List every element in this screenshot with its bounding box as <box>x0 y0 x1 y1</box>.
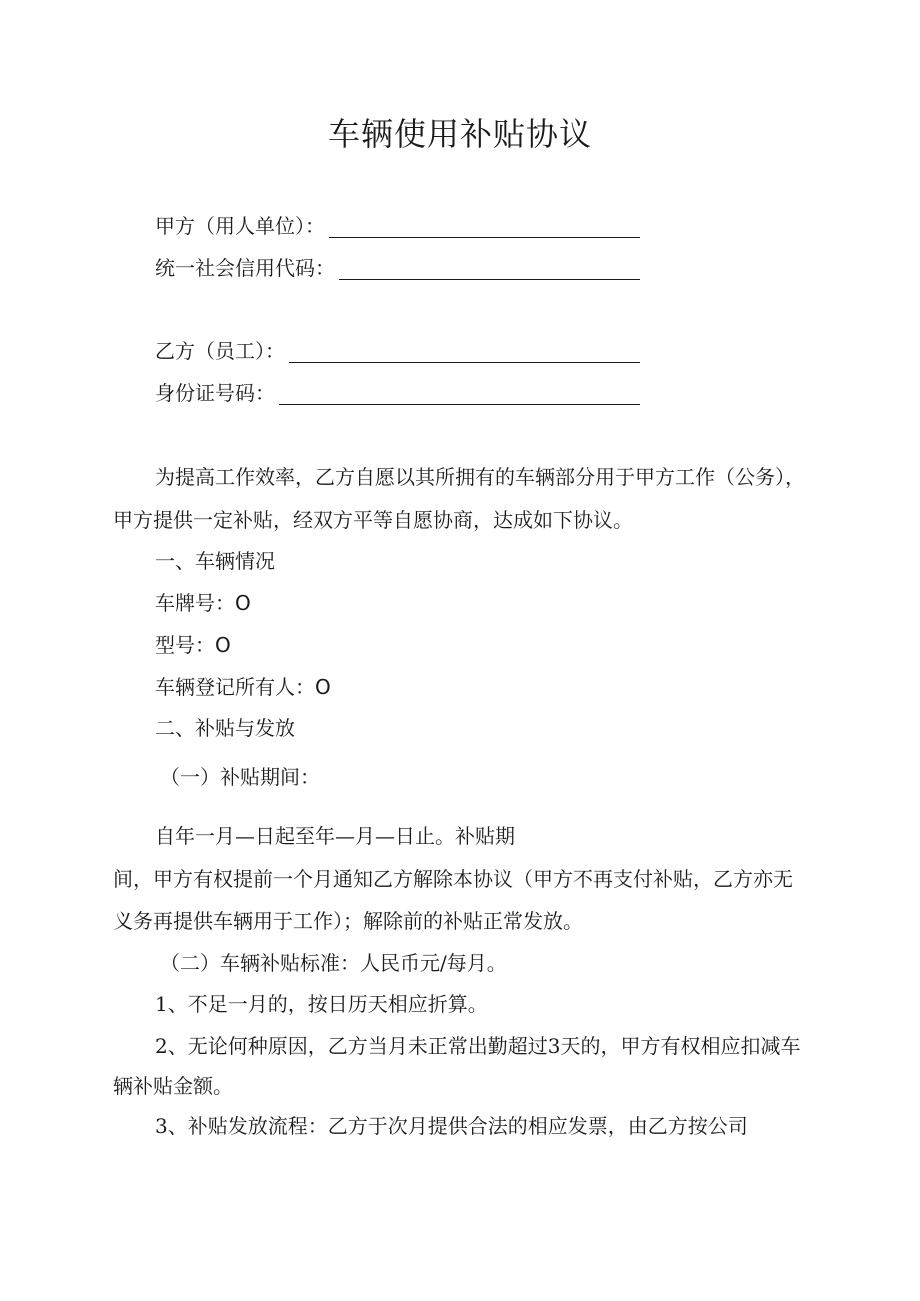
credit-code-field <box>155 256 640 280</box>
owner-label: 车辆登记所有人： <box>155 675 315 699</box>
period-line-2: 间，甲方有权提前一个月通知乙方解除本协议（甲方不再支付补贴，乙方亦无 <box>113 867 793 891</box>
document-title: 车辆使用补贴协议 <box>327 115 592 153</box>
section1-heading: 一、车辆情况 <box>155 549 275 573</box>
party-a-field <box>155 214 640 238</box>
model-value: O <box>215 633 231 657</box>
model-label: 型号： <box>155 633 215 657</box>
sub2-line: （二）车辆补贴标准：人民币元/每月。 <box>160 951 507 975</box>
item-3: 3、补贴发放流程：乙方于次月提供合法的相应发票，由乙方按公司 <box>155 1114 748 1138</box>
plate-label: 车牌号： <box>155 591 235 615</box>
section2-heading: 二、补贴与发放 <box>155 716 295 740</box>
credit-code-blank <box>339 261 640 280</box>
item-1: 1、不足一月的，按日历天相应折算。 <box>155 992 488 1016</box>
plate-value: O <box>235 591 251 615</box>
item-2-line-1: 2、无论何种原因，乙方当月未正常出勤超过3天的，甲方有权相应扣减车 <box>155 1034 801 1058</box>
owner-row <box>155 675 331 699</box>
plate-row <box>155 591 251 615</box>
id-number-label: 身份证号码： <box>155 381 275 405</box>
period-line-1: 自年一月—日起至年—月—日止。补贴期 <box>155 824 515 848</box>
item-2-line-2: 辆补贴金额。 <box>113 1074 233 1098</box>
model-row <box>155 633 231 657</box>
intro-line-2: 甲方提供一定补贴，经双方平等自愿协商，达成如下协议。 <box>113 508 633 532</box>
id-number-blank <box>279 386 640 405</box>
party-b-label: 乙方（员工）： <box>155 339 285 363</box>
period-line-3: 义务再提供车辆用于工作）；解除前的补贴正常发放。 <box>113 909 583 933</box>
intro-line-1: 为提高工作效率，乙方自愿以其所拥有的车辆部分用于甲方工作（公务）， <box>155 465 805 489</box>
credit-code-label: 统一社会信用代码： <box>155 256 335 280</box>
party-a-blank <box>329 219 640 238</box>
party-b-field <box>155 339 640 363</box>
party-b-blank <box>289 344 640 363</box>
id-number-field <box>155 381 640 405</box>
party-a-label: 甲方（用人单位）： <box>155 214 325 238</box>
owner-value: O <box>315 675 331 699</box>
sub1-heading: （一）补贴期间： <box>160 765 320 789</box>
